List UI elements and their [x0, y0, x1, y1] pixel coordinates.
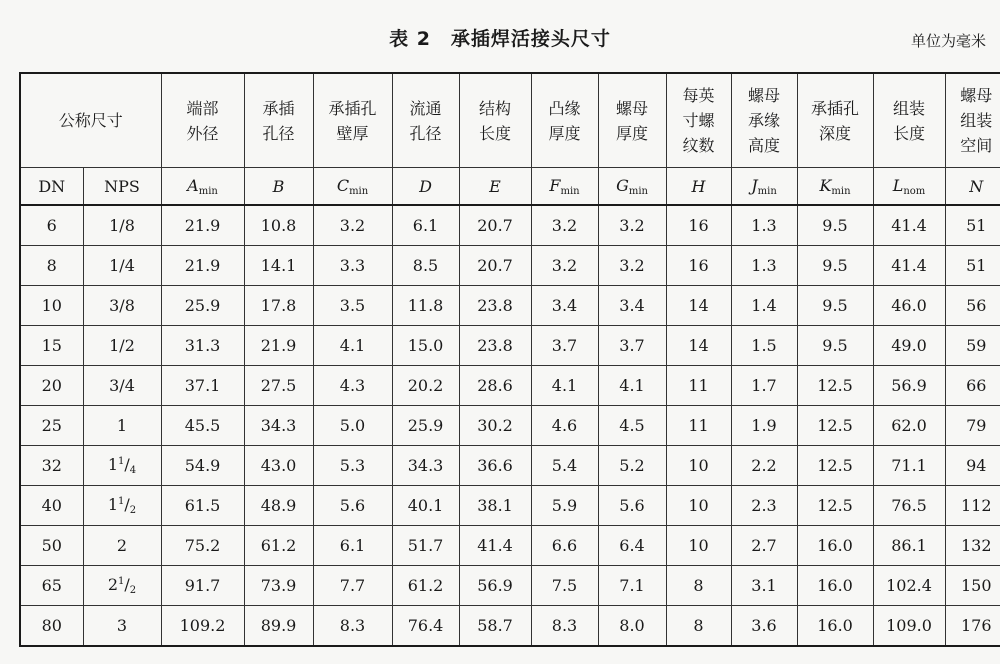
cell-l: 102.4 — [873, 566, 945, 606]
cell-nps — [83, 246, 161, 286]
nps-whole: 1/4 — [109, 256, 135, 275]
cell-k: 12.5 — [797, 366, 873, 406]
cell-d: 15.0 — [392, 326, 459, 366]
table-row — [20, 606, 1000, 647]
header-label: 螺母 厚度 — [616, 98, 649, 143]
table-row — [20, 246, 1000, 286]
header-col-13 — [873, 73, 945, 168]
cell-k: 9.5 — [797, 205, 873, 246]
table-row — [20, 566, 1000, 606]
cell-b: 21.9 — [244, 326, 313, 366]
cell-b: 17.8 — [244, 286, 313, 326]
cell-k: 16.0 — [797, 606, 873, 647]
nps-whole: 1 — [107, 455, 119, 474]
table-row — [20, 326, 1000, 366]
cell-d: 76.4 — [392, 606, 459, 647]
cell-h: 8 — [666, 566, 731, 606]
header-label: 端部 外径 — [186, 98, 219, 143]
cell-g: 5.6 — [598, 486, 666, 526]
cell-h: 14 — [666, 326, 731, 366]
cell-h: 11 — [666, 406, 731, 446]
cell-h: 8 — [666, 606, 731, 647]
cell-h: 10 — [666, 446, 731, 486]
cell-h: 11 — [666, 366, 731, 406]
symbol-letter: E — [489, 176, 501, 196]
symbol-subscript: min — [560, 185, 580, 197]
cell-e: 23.8 — [459, 286, 531, 326]
cell-a: 37.1 — [161, 366, 244, 406]
cell-dn: 6 — [20, 205, 83, 246]
cell-g: 6.4 — [598, 526, 666, 566]
cell-d: 6.1 — [392, 205, 459, 246]
cell-b: 48.9 — [244, 486, 313, 526]
cell-j: 1.3 — [731, 205, 797, 246]
cell-b: 27.5 — [244, 366, 313, 406]
cell-f: 3.7 — [531, 326, 598, 366]
cell-a: 54.9 — [161, 446, 244, 486]
cell-e: 20.7 — [459, 246, 531, 286]
cell-f: 3.2 — [531, 205, 598, 246]
cell-a: 61.5 — [161, 486, 244, 526]
cell-b: 89.9 — [244, 606, 313, 647]
cell-d: 8.5 — [392, 246, 459, 286]
cell-f: 4.6 — [531, 406, 598, 446]
cell-a: 25.9 — [161, 286, 244, 326]
cell-l: 109.0 — [873, 606, 945, 647]
cell-e: 20.7 — [459, 205, 531, 246]
symbol-subscript: nom — [903, 185, 926, 197]
table-row — [20, 486, 1000, 526]
header-col-3 — [161, 73, 244, 168]
header-label: 承插孔 壁厚 — [328, 98, 377, 143]
cell-a: 109.2 — [161, 606, 244, 647]
cell-a: 21.9 — [161, 246, 244, 286]
header-col-14 — [945, 73, 1000, 168]
cell-k: 9.5 — [797, 246, 873, 286]
cell-f: 5.4 — [531, 446, 598, 486]
symbol-letter: NPS — [104, 176, 140, 196]
table-body — [20, 205, 1000, 646]
cell-c: 7.7 — [313, 566, 392, 606]
symbol-letter: K — [819, 175, 832, 195]
cell-l: 62.0 — [873, 406, 945, 446]
symbol-letter: J — [751, 175, 758, 195]
cell-d: 20.2 — [392, 366, 459, 406]
nps-whole: 2 — [116, 536, 128, 555]
cell-j: 2.2 — [731, 446, 797, 486]
cell-g: 3.2 — [598, 246, 666, 286]
table-row — [20, 446, 1000, 486]
cell-b: 43.0 — [244, 446, 313, 486]
symbol-l — [873, 168, 945, 206]
cell-b: 61.2 — [244, 526, 313, 566]
header-col-7 — [459, 73, 531, 168]
nps-whole: 1 — [107, 495, 119, 514]
cell-l: 86.1 — [873, 526, 945, 566]
cell-n: 79 — [945, 406, 1000, 446]
symbol-letter: DN — [38, 176, 66, 196]
cell-l: 76.5 — [873, 486, 945, 526]
symbol-n — [945, 168, 1000, 206]
cell-n: 132 — [945, 526, 1000, 566]
cell-d: 51.7 — [392, 526, 459, 566]
cell-n: 51 — [945, 205, 1000, 246]
nps-fraction: $^1/_4$ — [118, 455, 137, 476]
cell-k: 9.5 — [797, 326, 873, 366]
header-label: 螺母 组装 空间 — [960, 86, 993, 155]
cell-n: 112 — [945, 486, 1000, 526]
cell-e: 38.1 — [459, 486, 531, 526]
cell-n: 176 — [945, 606, 1000, 647]
cell-b: 34.3 — [244, 406, 313, 446]
symbol-e — [459, 168, 531, 206]
unit-label: 单位为毫米 — [910, 32, 986, 50]
cell-nps — [83, 286, 161, 326]
cell-d: 11.8 — [392, 286, 459, 326]
cell-dn: 10 — [20, 286, 83, 326]
cell-dn: 8 — [20, 246, 83, 286]
header-row-symbols — [20, 168, 1000, 206]
cell-g: 3.7 — [598, 326, 666, 366]
cell-n: 56 — [945, 286, 1000, 326]
cell-j: 1.4 — [731, 286, 797, 326]
cell-d: 40.1 — [392, 486, 459, 526]
symbol-letter: C — [336, 175, 350, 195]
cell-f: 7.5 — [531, 566, 598, 606]
header-col-4 — [244, 73, 313, 168]
cell-h: 14 — [666, 286, 731, 326]
symbol-letter: F — [549, 175, 561, 195]
cell-nps — [83, 406, 161, 446]
symbol-subscript: min — [628, 185, 648, 197]
cell-b: 14.1 — [244, 246, 313, 286]
cell-e: 41.4 — [459, 526, 531, 566]
cell-b: 10.8 — [244, 205, 313, 246]
header-label: 螺母 承缘 高度 — [748, 86, 781, 155]
cell-c: 5.6 — [313, 486, 392, 526]
cell-nps — [83, 606, 161, 647]
cell-dn: 32 — [20, 446, 83, 486]
symbol-c — [313, 168, 392, 206]
cell-dn: 40 — [20, 486, 83, 526]
cell-c: 6.1 — [313, 526, 392, 566]
header-col-11 — [731, 73, 797, 168]
cell-g: 8.0 — [598, 606, 666, 647]
cell-g: 7.1 — [598, 566, 666, 606]
symbol-a — [161, 168, 244, 206]
cell-dn: 50 — [20, 526, 83, 566]
symbol-subscript: min — [349, 185, 369, 197]
cell-j: 3.6 — [731, 606, 797, 647]
cell-l: 49.0 — [873, 326, 945, 366]
cell-dn: 25 — [20, 406, 83, 446]
cell-c: 3.5 — [313, 286, 392, 326]
cell-j: 2.3 — [731, 486, 797, 526]
cell-c: 5.3 — [313, 446, 392, 486]
cell-e: 30.2 — [459, 406, 531, 446]
cell-nps — [83, 566, 161, 606]
cell-g: 5.2 — [598, 446, 666, 486]
cell-f: 5.9 — [531, 486, 598, 526]
nps-whole: 3/4 — [109, 376, 135, 395]
symbol-subscript: min — [757, 185, 777, 197]
cell-dn: 65 — [20, 566, 83, 606]
cell-j: 3.1 — [731, 566, 797, 606]
cell-k: 16.0 — [797, 526, 873, 566]
cell-a: 75.2 — [161, 526, 244, 566]
cell-nps — [83, 205, 161, 246]
cell-dn: 15 — [20, 326, 83, 366]
cell-l: 56.9 — [873, 366, 945, 406]
cell-n: 94 — [945, 446, 1000, 486]
cell-k: 16.0 — [797, 566, 873, 606]
table-row — [20, 205, 1000, 246]
table-row — [20, 286, 1000, 326]
table-row — [20, 406, 1000, 446]
symbol-k — [797, 168, 873, 206]
cell-nps — [83, 326, 161, 366]
cell-c: 3.2 — [313, 205, 392, 246]
symbol-letter: N — [969, 176, 984, 196]
cell-n: 150 — [945, 566, 1000, 606]
cell-j: 1.7 — [731, 366, 797, 406]
symbol-letter: L — [892, 175, 904, 195]
header-label: 组装 长度 — [893, 98, 926, 143]
table-title: 表 2 承插焊活接头尺寸 — [389, 28, 611, 50]
nps-whole: 1 — [116, 416, 128, 435]
cell-c: 3.3 — [313, 246, 392, 286]
symbol-letter: H — [691, 176, 706, 196]
symbol-dn — [20, 168, 83, 206]
cell-a: 91.7 — [161, 566, 244, 606]
cell-f: 6.6 — [531, 526, 598, 566]
cell-d: 25.9 — [392, 406, 459, 446]
cell-nps — [83, 366, 161, 406]
cell-k: 9.5 — [797, 286, 873, 326]
nps-whole: 1/2 — [109, 336, 135, 355]
symbol-letter: B — [272, 176, 285, 196]
dimension-table — [19, 72, 1000, 647]
cell-g: 3.2 — [598, 205, 666, 246]
cell-f: 3.4 — [531, 286, 598, 326]
cell-b: 73.9 — [244, 566, 313, 606]
cell-j: 1.3 — [731, 246, 797, 286]
cell-c: 4.1 — [313, 326, 392, 366]
header-nominal-size: 公称尺寸 — [20, 73, 161, 168]
cell-e: 23.8 — [459, 326, 531, 366]
cell-dn: 80 — [20, 606, 83, 647]
cell-h: 10 — [666, 486, 731, 526]
table-row — [20, 366, 1000, 406]
symbol-letter: G — [616, 175, 629, 195]
symbol-subscript: min — [198, 185, 218, 197]
nps-whole: 3/8 — [109, 296, 135, 315]
cell-dn: 20 — [20, 366, 83, 406]
header-col-5 — [313, 73, 392, 168]
cell-e: 28.6 — [459, 366, 531, 406]
cell-nps — [83, 486, 161, 526]
cell-g: 4.5 — [598, 406, 666, 446]
cell-l: 71.1 — [873, 446, 945, 486]
header-col-6 — [392, 73, 459, 168]
cell-k: 12.5 — [797, 446, 873, 486]
cell-e: 56.9 — [459, 566, 531, 606]
header-row-names — [20, 73, 1000, 168]
cell-n: 59 — [945, 326, 1000, 366]
cell-e: 58.7 — [459, 606, 531, 647]
header-label: 凸缘 厚度 — [548, 98, 581, 143]
nps-fraction: $^1/_2$ — [118, 495, 137, 516]
symbol-letter: D — [419, 176, 432, 196]
symbol-g — [598, 168, 666, 206]
cell-a: 31.3 — [161, 326, 244, 366]
header-col-10 — [666, 73, 731, 168]
header-label: 承插孔 深度 — [811, 98, 860, 143]
table-row — [20, 526, 1000, 566]
symbol-j — [731, 168, 797, 206]
symbol-h — [666, 168, 731, 206]
header-label: 每英 寸螺 纹数 — [682, 86, 715, 155]
cell-j: 1.9 — [731, 406, 797, 446]
header-label: 结构 长度 — [479, 98, 512, 143]
cell-d: 34.3 — [392, 446, 459, 486]
cell-g: 4.1 — [598, 366, 666, 406]
cell-c: 5.0 — [313, 406, 392, 446]
cell-j: 1.5 — [731, 326, 797, 366]
cell-d: 61.2 — [392, 566, 459, 606]
nps-whole: 3 — [116, 616, 128, 635]
cell-f: 8.3 — [531, 606, 598, 647]
cell-l: 41.4 — [873, 246, 945, 286]
header-label: 流通 孔径 — [409, 98, 442, 143]
cell-h: 16 — [666, 205, 731, 246]
cell-g: 3.4 — [598, 286, 666, 326]
cell-n: 51 — [945, 246, 1000, 286]
header-label: 承插 孔径 — [262, 98, 295, 143]
cell-a: 45.5 — [161, 406, 244, 446]
cell-j: 2.7 — [731, 526, 797, 566]
nps-fraction: $^1/_2$ — [118, 575, 137, 596]
cell-a: 21.9 — [161, 205, 244, 246]
cell-h: 10 — [666, 526, 731, 566]
nps-whole: 1/8 — [109, 216, 135, 235]
cell-c: 8.3 — [313, 606, 392, 647]
cell-h: 16 — [666, 246, 731, 286]
symbol-letter: A — [187, 175, 199, 195]
cell-l: 41.4 — [873, 205, 945, 246]
nps-whole: 2 — [107, 575, 119, 594]
cell-k: 12.5 — [797, 406, 873, 446]
symbol-subscript: min — [831, 185, 851, 197]
symbol-f — [531, 168, 598, 206]
cell-l: 46.0 — [873, 286, 945, 326]
cell-k: 12.5 — [797, 486, 873, 526]
cell-f: 4.1 — [531, 366, 598, 406]
cell-f: 3.2 — [531, 246, 598, 286]
cell-nps — [83, 526, 161, 566]
symbol-nps — [83, 168, 161, 206]
cell-nps — [83, 446, 161, 486]
header-col-12 — [797, 73, 873, 168]
symbol-d — [392, 168, 459, 206]
header-col-8 — [531, 73, 598, 168]
cell-e: 36.6 — [459, 446, 531, 486]
cell-n: 66 — [945, 366, 1000, 406]
cell-c: 4.3 — [313, 366, 392, 406]
symbol-b — [244, 168, 313, 206]
header-col-9 — [598, 73, 666, 168]
